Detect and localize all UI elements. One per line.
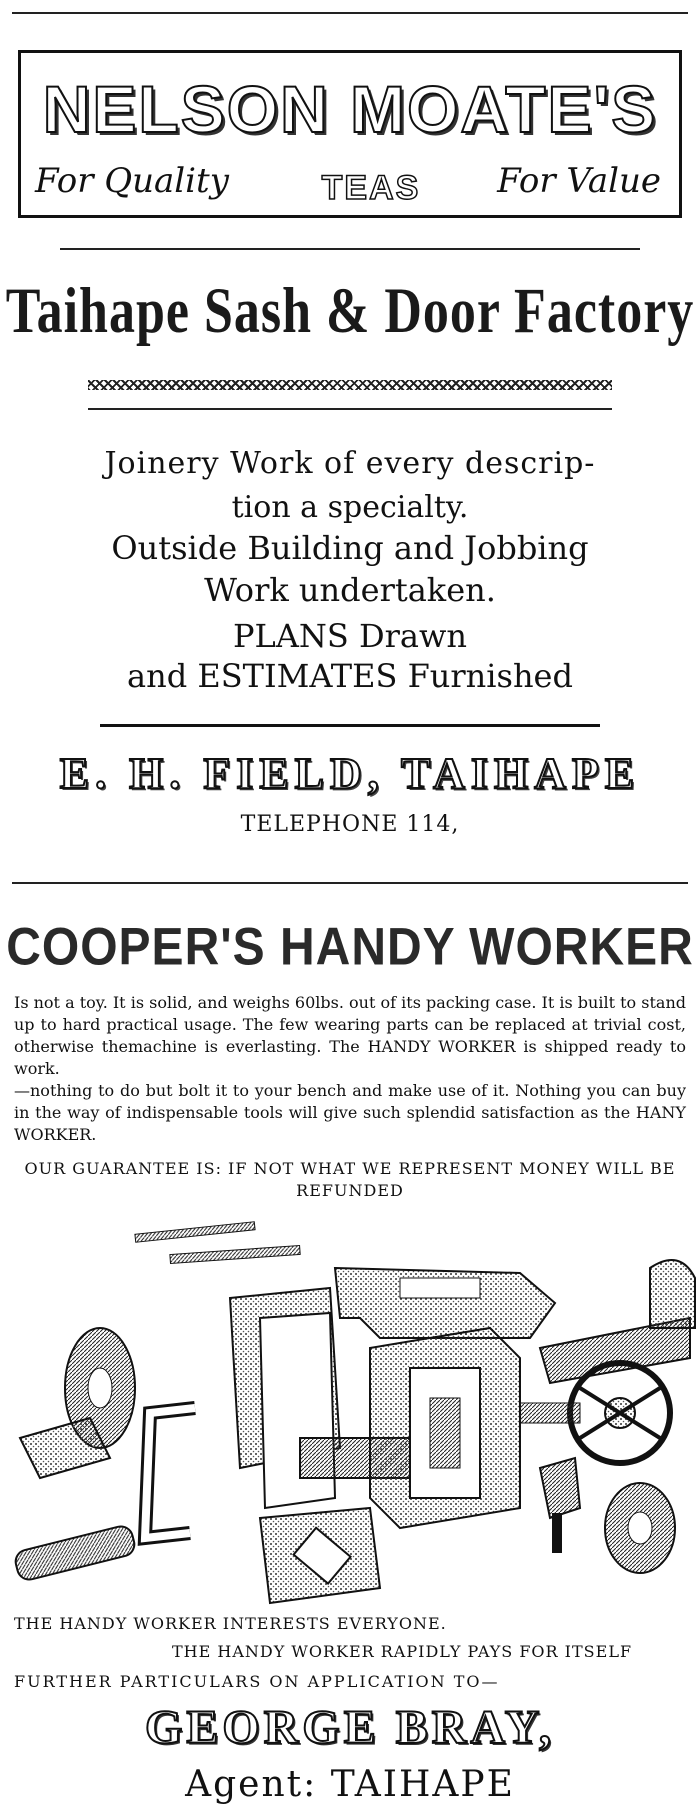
clamp-block-icon	[260, 1508, 380, 1603]
agent-location: Agent: TAIHAPE	[185, 1764, 515, 1805]
for-quality-slogan: For Quality	[35, 161, 229, 201]
estimates-furnished: and ESTIMATES Furnished	[127, 657, 573, 695]
nelson-moates-title: NELSON MOATE'S	[42, 72, 658, 146]
divider-2	[88, 408, 612, 410]
divider-3	[100, 724, 600, 727]
further-particulars-line: FURTHER PARTICULARS ON APPLICATION TO—	[14, 1672, 500, 1691]
handwheel-icon	[520, 1363, 670, 1463]
telephone-number: TELEPHONE 114,	[240, 812, 460, 837]
joinery-line-3: Outside Building and Jobbing	[111, 529, 589, 567]
proprietor-name: E. H. FIELD, TAIHAPE	[59, 749, 641, 798]
for-value-slogan: For Value	[497, 161, 661, 201]
nelson-moates-ad	[18, 50, 682, 218]
coopers-handy-worker-title: COOPER'S HANDY WORKER	[6, 918, 694, 977]
joinery-line-2: tion a specialty.	[231, 490, 469, 525]
divider-4	[12, 882, 688, 884]
description-paragraph-2: —nothing to do but bolt it to your bench and make use of it. Nothing you can buy in the way of indispensable tools will give such splendid satisfaction as the HANY WORKER.	[14, 1081, 686, 1144]
decorative-border	[88, 380, 612, 390]
drill-bit-icon	[135, 1222, 300, 1264]
description-paragraph-1: Is not a toy. It is solid, and weighs 60lbs. out of its packing case. It is built to stand up to hard practical usage. The few wearing parts can be replaced at trivial cost, otherwise themachine is everlasting. The HANDY WORKER is shipped ready to work.	[14, 993, 686, 1078]
plans-drawn: PLANS Drawn	[232, 617, 467, 655]
top-rule	[12, 12, 688, 14]
joinery-line-1: Joinery Work of every descrip-	[104, 446, 596, 481]
joinery-line-4: Work undertaken.	[204, 571, 496, 609]
interests-everyone-line: THE HANDY WORKER INTERESTS EVERYONE.	[14, 1614, 447, 1633]
agent-name: GEORGE BRAY,	[145, 1701, 555, 1754]
vise-jaw-icon	[335, 1268, 555, 1338]
teas-label: TEAS	[321, 169, 421, 207]
pays-for-itself-line: THE HANDY WORKER RAPIDLY PAYS FOR ITSELF	[172, 1642, 633, 1661]
sash-door-title: Taihape Sash & Door Factory	[5, 275, 695, 348]
small-wheel-icon	[605, 1483, 675, 1573]
handy-worker-illustration	[0, 1208, 700, 1608]
guarantee-text: OUR GUARANTEE IS: IF NOT WHAT WE REPRESENT MONEY WILL BE REFUNDED	[24, 1159, 676, 1200]
divider-1	[60, 248, 640, 250]
grinding-wheel-icon	[20, 1328, 135, 1478]
key-tool-icon	[540, 1458, 580, 1553]
